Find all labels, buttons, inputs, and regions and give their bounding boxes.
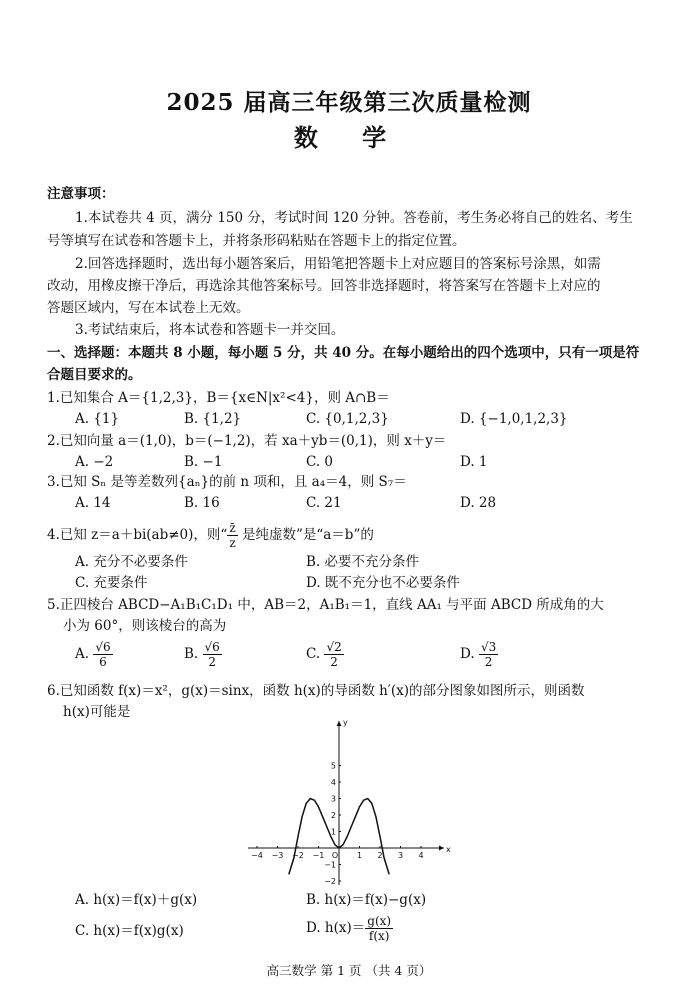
notice-item-3: 3.考试结束后，将本试卷和答题卡一并交回。	[75, 322, 345, 338]
q5-b-den: 2	[208, 655, 216, 669]
q5-b-label: B.	[184, 646, 199, 662]
q2-option-b: B. −1	[184, 454, 223, 470]
q6-option-b: B. h(x)＝f(x)−g(x)	[306, 892, 427, 908]
q4-option-d: D. 既不充分也不必要条件	[306, 575, 460, 591]
q4-stem-pre: 4.已知 z＝a＋bi(ab≠0)，则“	[47, 527, 228, 543]
q4-stem	[47, 521, 374, 550]
q4-fraction	[227, 521, 237, 550]
q6-option-a: A. h(x)＝f(x)＋g(x)	[75, 892, 198, 908]
q5-b-num: √6	[204, 640, 220, 654]
y-tick-label: 4	[330, 778, 336, 787]
y-tick-label: 3	[330, 794, 336, 804]
y-tick-label: 5	[330, 761, 336, 771]
x-axis-arrow	[439, 846, 444, 851]
section-heading-cont: 合题目要求的。	[47, 367, 142, 383]
q6-d-fraction	[365, 914, 393, 943]
x-tick-label: 4	[418, 851, 424, 860]
x-tick-label: 2	[377, 851, 383, 860]
q2-option-d: D. 1	[460, 454, 488, 470]
q4-fraction-num: z̄	[229, 521, 236, 535]
q1-option-b: B. {1,2}	[184, 411, 242, 427]
y-tick-label: −1	[324, 860, 336, 870]
x-tick-label: O	[331, 851, 339, 860]
q5-a-fraction	[93, 640, 112, 669]
x-tick-label: −2	[292, 851, 304, 860]
x-tick-label: −1	[312, 851, 325, 860]
q5-c-num: √2	[326, 640, 342, 654]
page-title: 2025 届高三年级第三次质量检测	[166, 89, 532, 116]
notice-heading: 注意事项：	[47, 186, 115, 202]
q5-d-den: 2	[484, 655, 493, 669]
q5-c-label: C.	[306, 646, 321, 662]
q6-option-c: C. h(x)＝f(x)g(x)	[75, 923, 184, 939]
notice-item-2-cont2: 答题区域内，写在本试卷上无效。	[47, 300, 250, 316]
q4-option-b: B. 必要不充分条件	[306, 554, 420, 570]
q4-fraction-den: z	[229, 536, 236, 550]
y-axis-label: y	[343, 718, 348, 727]
derivative-graph	[244, 715, 454, 890]
q6-stem: 6.已知函数 f(x)＝x²，g(x)＝sinx，函数 h(x)的导函数 h′(x)的部分图象如图所示，则函数	[47, 683, 585, 699]
q6-d-den: f(x)	[368, 929, 390, 943]
q4-option-a: A. 充分不必要条件	[75, 554, 188, 570]
notice-item-2: 2.回答选择题时，选出每小题答案后，用铅笔把答题卡上对应题目的答案标号涂黑，如需	[75, 256, 601, 272]
q3-option-b: B. 16	[184, 495, 220, 511]
q6-stem-cont: h(x)可能是	[63, 704, 131, 720]
q5-option-d	[460, 640, 498, 669]
y-tick-label: −2	[324, 877, 336, 886]
q5-a-den: 6	[99, 655, 107, 669]
q1-option-d: D. {−1,0,1,2,3}	[460, 411, 568, 427]
q2-stem: 2.已知向量 a＝(1,0)，b＝(−1,2)，若 xa＋yb＝(0,1)，则 x＋y＝	[47, 433, 447, 449]
q6-d-num: g(x)	[367, 914, 392, 928]
y-axis-arrow	[337, 721, 342, 726]
notice-item-2-cont: 改动，用橡皮擦干净后，再选涂其他答案标号。回答非选择题时，将答案写在答题卡上对应的	[47, 278, 601, 294]
graph-ticks	[251, 762, 423, 887]
q5-option-b	[184, 640, 222, 669]
q5-stem: 5.正四棱台 ABCD−A₁B₁C₁D₁ 中，AB＝2，A₁B₁＝1，直线 AA₁ 与平面 ABCD 所成角的大	[47, 597, 604, 613]
notice-item-1: 1.本试卷共 4 页，满分 150 分，考试时间 120 分钟。答卷前，考生务必将自己的姓名、考生	[75, 210, 633, 226]
q5-option-a	[75, 640, 113, 669]
q3-option-d: D. 28	[460, 495, 497, 511]
q2-option-a: A. −2	[75, 454, 114, 470]
q5-option-c	[306, 640, 344, 669]
q5-d-fraction	[479, 640, 498, 669]
q4-stem-post: 是纯虚数”是“a＝b”的	[237, 527, 374, 543]
x-tick-label: 1	[356, 851, 363, 860]
q4-option-c: C. 充要条件	[75, 575, 148, 591]
q3-stem: 3.已知 Sₙ 是等差数列{aₙ}的前 n 项和，且 a₄＝4，则 S₇＝	[47, 474, 407, 490]
y-tick-label: 1	[330, 827, 336, 837]
section-heading: 一、选择题：本题共 8 小题，每小题 5 分，共 40 分。在每小题给出的四个选项中，只有一项是符	[47, 345, 640, 361]
x-tick-label: −3	[271, 851, 284, 860]
q5-stem-cont: 小为 60°，则该棱台的高为	[63, 618, 227, 634]
q1-option-a: A. {1}	[75, 411, 120, 427]
q5-b-fraction	[203, 640, 222, 669]
q5-d-label: D.	[460, 646, 475, 662]
q2-option-c: C. 0	[306, 454, 334, 470]
q5-c-den: 2	[330, 655, 338, 669]
q1-option-c: C. {0,1,2,3}	[306, 411, 389, 427]
notice-item-1-cont: 号等填写在试卷和答题卡上，并将条形码粘贴在答题卡上的指定位置。	[47, 233, 466, 249]
subject-title: 数 学	[293, 123, 405, 152]
q5-a-label: A.	[75, 646, 90, 662]
q5-a-num: √6	[95, 640, 111, 654]
q5-d-num: √3	[480, 640, 497, 654]
q3-option-a: A. 14	[75, 495, 111, 511]
q6-option-d	[306, 914, 393, 943]
y-tick-label: 2	[330, 811, 336, 820]
page-footer: 高三数学 第 1 页 （共 4 页）	[266, 963, 432, 978]
q5-c-fraction	[324, 640, 343, 669]
x-tick-label: 3	[397, 851, 404, 860]
x-axis-label: x	[446, 845, 451, 854]
q6-d-label: D. h(x)＝	[306, 920, 366, 936]
x-tick-label: −4	[251, 851, 263, 860]
q3-option-c: C. 21	[306, 495, 342, 511]
q1-stem: 1.已知集合 A＝{1,2,3}，B＝{x∈N|x²<4}，则 A∩B＝	[47, 390, 390, 406]
